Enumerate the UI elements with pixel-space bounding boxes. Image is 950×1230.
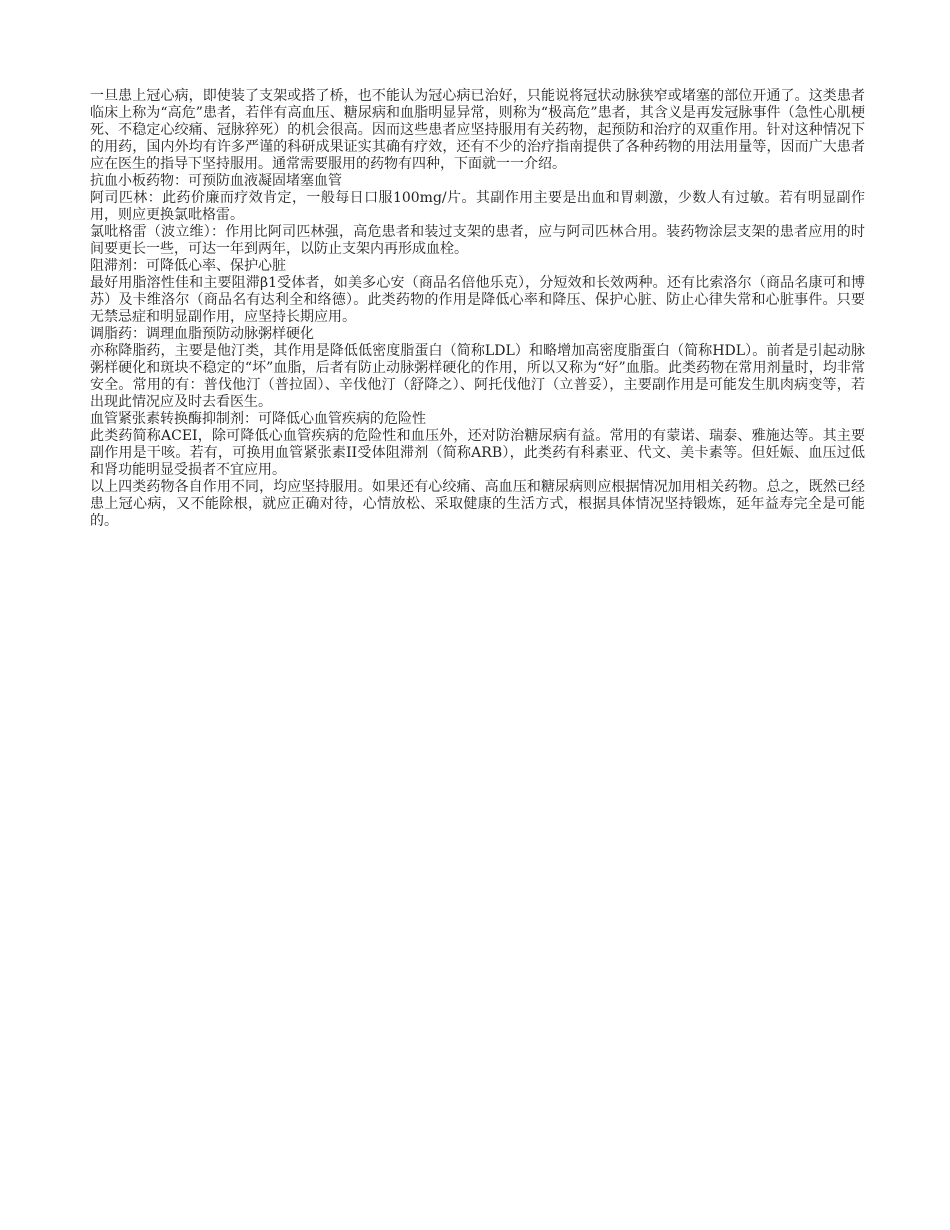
conclusion-paragraph: 以上四类药物各自作用不同，均应坚持服用。如果还有心绞痛、高血压和糖尿病则应根据情况加用相关药物。总之，既然已经患上冠心病，又不能除根，就应正确对待，心情放松、采取健康的生活方式，根据具体情况坚持锻炼，延年益寿完全是可能的。	[90, 479, 865, 529]
acei-paragraph: 此类药简称ACEI，除可降低心血管疾病的危险性和血压外，还对防治糖尿病有益。常用的有蒙诺、瑞泰、雅施达等。其主要副作用是干咳。若有，可换用血管紧张素II受体阻滞剂（简称ARB），此类药有科素亚、代文、美卡素等。但妊娠、血压过低和肾功能明显受损者不宜应用。	[90, 428, 865, 478]
blockers-paragraph: 最好用脂溶性佳和主要阻滞β1受体者，如美多心安（商品名倍他乐克），分短效和长效两种。还有比索洛尔（商品名康可和博苏）及卡维洛尔（商品名有达利全和络德）。此类药物的作用是降低心率和降压、保护心脏、防止心律失常和心脏事件。只要无禁忌症和明显副作用，应坚持长期应用。	[90, 275, 865, 325]
section-heading-blockers: 阻滞剂：可降低心率、保护心脏	[90, 258, 286, 274]
article-body	[90, 88, 865, 530]
section-heading-lipid: 调脂药：调理血脂预防动脉粥样硬化	[90, 326, 314, 342]
intro-paragraph: 一旦患上冠心病，即使装了支架或搭了桥，也不能认为冠心病已治好，只能说将冠状动脉狭窄或堵塞的部位开通了。这类患者临床上称为“高危”患者，若伴有高血压、糖尿病和血脂明显异常，则称为“极高危”患者，其含义是再发冠脉事件（急性心肌梗死、不稳定心绞痛、冠脉猝死）的机会很高。因而这些患者应坚持服用有关药物，起预防和治疗的双重作用。针对这种情况下的用药，国内外均有许多严谨的科研成果证实其确有疗效，还有不少的治疗指南提供了各种药物的用法用量等，因而广大患者应在医生的指导下坚持服用。通常需要服用的药物有四种，下面就一一介绍。	[90, 88, 865, 172]
lipid-paragraph: 亦称降脂药，主要是他汀类，其作用是降低低密度脂蛋白（简称LDL）和略增加高密度脂蛋白（简称HDL）。前者是引起动脉粥样硬化和斑块不稳定的“坏”血脂，后者有防止动脉粥样硬化的作用，所以又称为“好”血脂。此类药物在常用剂量时，均非常安全。常用的有：普伐他汀（普拉固）、辛伐他汀（舒降之）、阿托伐他汀（立普妥），主要副作用是可能发生肌肉病变等，若出现此情况应及时去看医生。	[90, 343, 865, 410]
aspirin-paragraph: 阿司匹林：此药价廉而疗效肯定，一般每日口服100mg/片。其副作用主要是出血和胃刺激，少数人有过敏。若有明显副作用，则应更换氯吡格雷。	[90, 190, 865, 223]
clopidogrel-paragraph: 氯吡格雷（波立维）：作用比阿司匹林强，高危患者和装过支架的患者，应与阿司匹林合用。装药物涂层支架的患者应用的时间要更长一些，可达一年到两年，以防止支架内再形成血栓。	[90, 224, 865, 257]
section-heading-antiplatelet: 抗血小板药物：可预防血液凝固堵塞血管	[90, 173, 342, 189]
section-heading-acei: 血管紧张素转换酶抑制剂：可降低心血管疾病的危险性	[90, 411, 426, 427]
